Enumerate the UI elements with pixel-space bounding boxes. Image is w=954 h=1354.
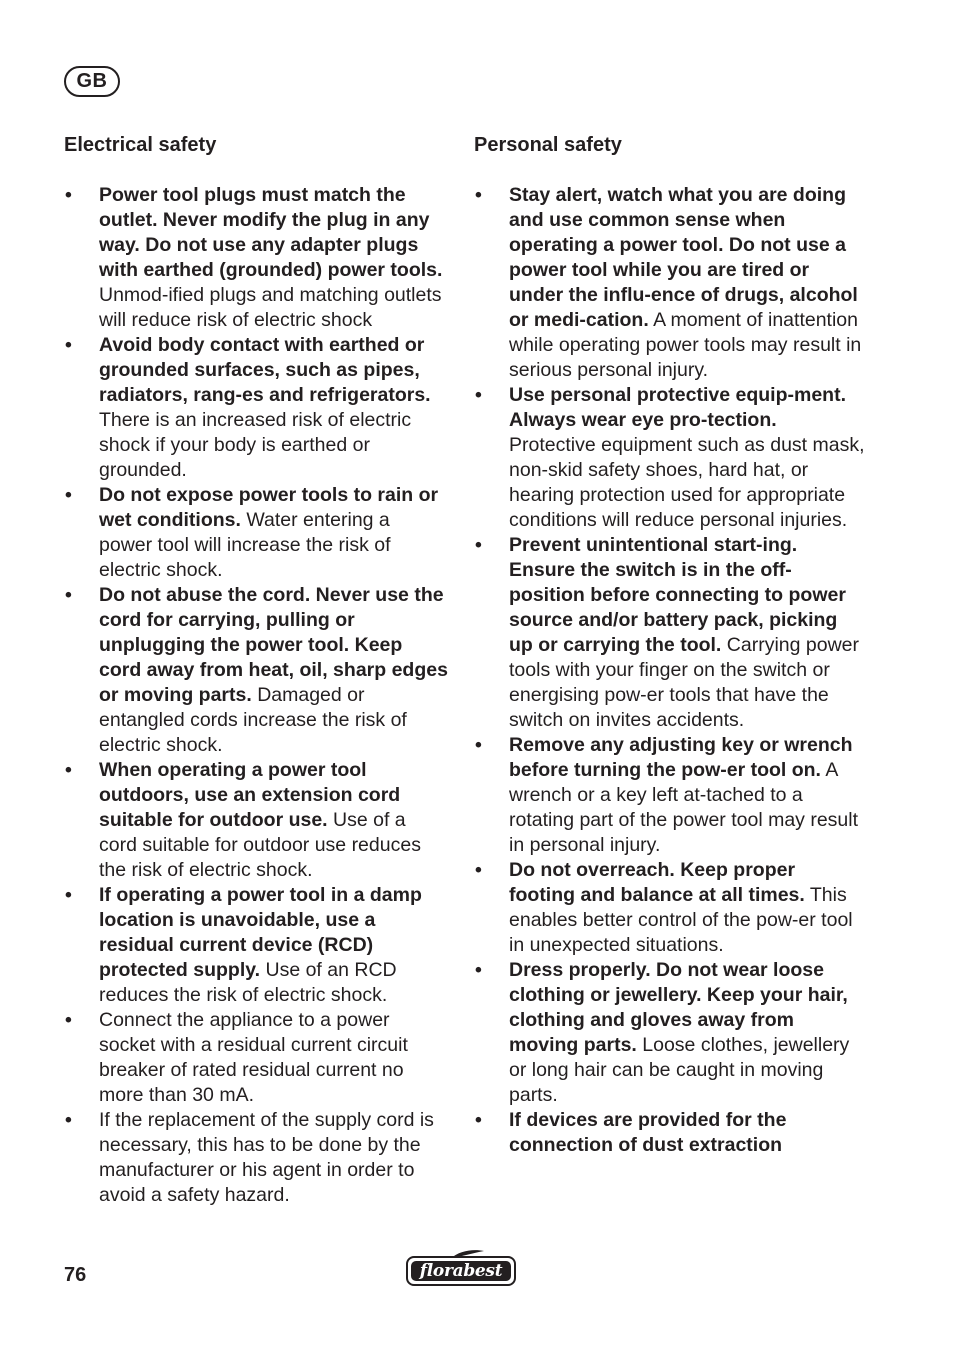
bullet-icon: • (65, 759, 72, 781)
list-item (64, 1108, 448, 1208)
instruction-bold: When operating a power tool outdoors, use an extension cord suitable for outdoor use. (99, 759, 401, 831)
instruction-bold: Do not expose power tools to rain or wet conditions. (99, 484, 439, 531)
bullet-list (64, 183, 448, 1208)
bullet-icon: • (65, 484, 72, 506)
instruction-text: Carrying power tools with your finger on the switch or energising pow-er tools that have the switch on invites accidents. (509, 634, 859, 731)
bullet-icon: • (65, 1009, 72, 1031)
list-item (64, 333, 448, 483)
instruction-text: A wrench or a key left at-tached to a rotating part of the power tool may result in personal injury. (509, 759, 859, 856)
bullet-icon: • (65, 184, 72, 206)
instruction-bold: If devices are provided for the connection of dust extraction (509, 1109, 787, 1156)
bullet-icon: • (475, 184, 482, 206)
logo-wordmark: florabest (419, 1261, 503, 1281)
instruction-bold: Do not overreach. Keep proper footing and balance at all times. (509, 859, 805, 906)
section-heading: Electrical safety (64, 134, 217, 156)
list-item (64, 758, 448, 883)
bullet-list (474, 183, 866, 1158)
list-item (64, 183, 448, 333)
instruction-text: Use of a cord suitable for outdoor use reduces the risk of electric shock. (99, 809, 421, 881)
list-item (474, 1108, 866, 1158)
list-item (474, 383, 866, 533)
bullet-icon: • (475, 1109, 482, 1131)
instruction-text: Protective equipment such as dust mask, non-skid safety shoes, hard hat, or hearing protection used for appropriate conditions will reduce personal injuries. (509, 434, 865, 531)
florabest-logo (406, 1248, 518, 1288)
bullet-icon: • (475, 534, 482, 556)
instruction-bold: Use personal protective equip-ment. Always wear eye pro-tection. (509, 384, 846, 431)
list-item (474, 533, 866, 733)
instruction-bold: If operating a power tool in a damp location is unavoidable, use a residual current device (RCD) protected supply. (99, 884, 422, 981)
personal-safety-section (474, 133, 866, 1158)
instruction-text: Loose clothes, jewellery or long hair can be caught in moving parts. (509, 1034, 850, 1106)
instruction-bold: Do not abuse the cord. Never use the cord for carrying, pulling or unplugging the power tool. Keep cord away from heat, oil, sharp edges or moving parts. (99, 584, 448, 706)
instruction-bold: Remove any adjusting key or wrench before turning the pow-er tool on. (509, 734, 853, 781)
bullet-icon: • (475, 734, 482, 756)
electrical-safety-section (64, 133, 448, 1208)
list-item (64, 483, 448, 583)
instruction-text: Use of an RCD reduces the risk of electric shock. (99, 959, 397, 1006)
list-item (474, 183, 866, 383)
bullet-icon: • (65, 884, 72, 906)
list-item (474, 858, 866, 958)
instruction-text: There is an increased risk of electric shock if your body is earthed or grounded. (99, 409, 412, 481)
bullet-icon: • (65, 334, 72, 356)
instruction-bold: Stay alert, watch what you are doing and use common sense when operating a power tool. Do not use a power tool while you are tired or under the influ-ence of drugs, alcohol or medi-cation. (509, 184, 858, 331)
language-badge: GB (64, 66, 120, 97)
bullet-icon: • (475, 859, 482, 881)
instruction-text: If the replacement of the supply cord is necessary, this has to be done by the manufacturer or his agent in order to avoid a safety hazard. (99, 1109, 434, 1206)
list-item (474, 958, 866, 1108)
bullet-icon: • (65, 584, 72, 606)
instruction-bold: Dress properly. Do not wear loose clothing or jewellery. Keep your hair, clothing and gloves away from moving parts. (509, 959, 848, 1056)
bullet-icon: • (65, 1109, 72, 1131)
list-item (64, 883, 448, 1008)
instruction-text: Unmod-ified plugs and matching outlets will reduce risk of electric shock (99, 284, 442, 331)
bullet-icon: • (475, 384, 482, 406)
instruction-bold: Prevent unintentional start-ing. Ensure the switch is in the off-position before connecting to power source and/or battery pack, picking up or carrying the tool. (509, 534, 846, 656)
instruction-text: Water entering a power tool will increase the risk of electric shock. (99, 509, 391, 581)
instruction-text: This enables better control of the pow-er tool in unexpected situations. (509, 884, 853, 956)
list-item (64, 1008, 448, 1108)
instruction-text: A moment of inattention while operating power tools may result in serious personal injury. (509, 309, 862, 381)
list-item (64, 583, 448, 758)
section-heading: Personal safety (474, 134, 622, 156)
instruction-bold: Avoid body contact with earthed or grounded surfaces, such as pipes, radiators, rang-es and refrigerators. (99, 334, 431, 406)
bullet-icon: • (475, 959, 482, 981)
instruction-text: Connect the appliance to a power socket with a residual current circuit breaker of rated residual current no more than 30 mA. (99, 1009, 408, 1106)
instruction-text: Damaged or entangled cords increase the risk of electric shock. (99, 684, 407, 756)
page-number: 76 (64, 1264, 87, 1286)
list-item (474, 733, 866, 858)
instruction-bold: Power tool plugs must match the outlet. Never modify the plug in any way. Do not use any adapter plugs with earthed (grounded) power tools. (99, 184, 443, 281)
